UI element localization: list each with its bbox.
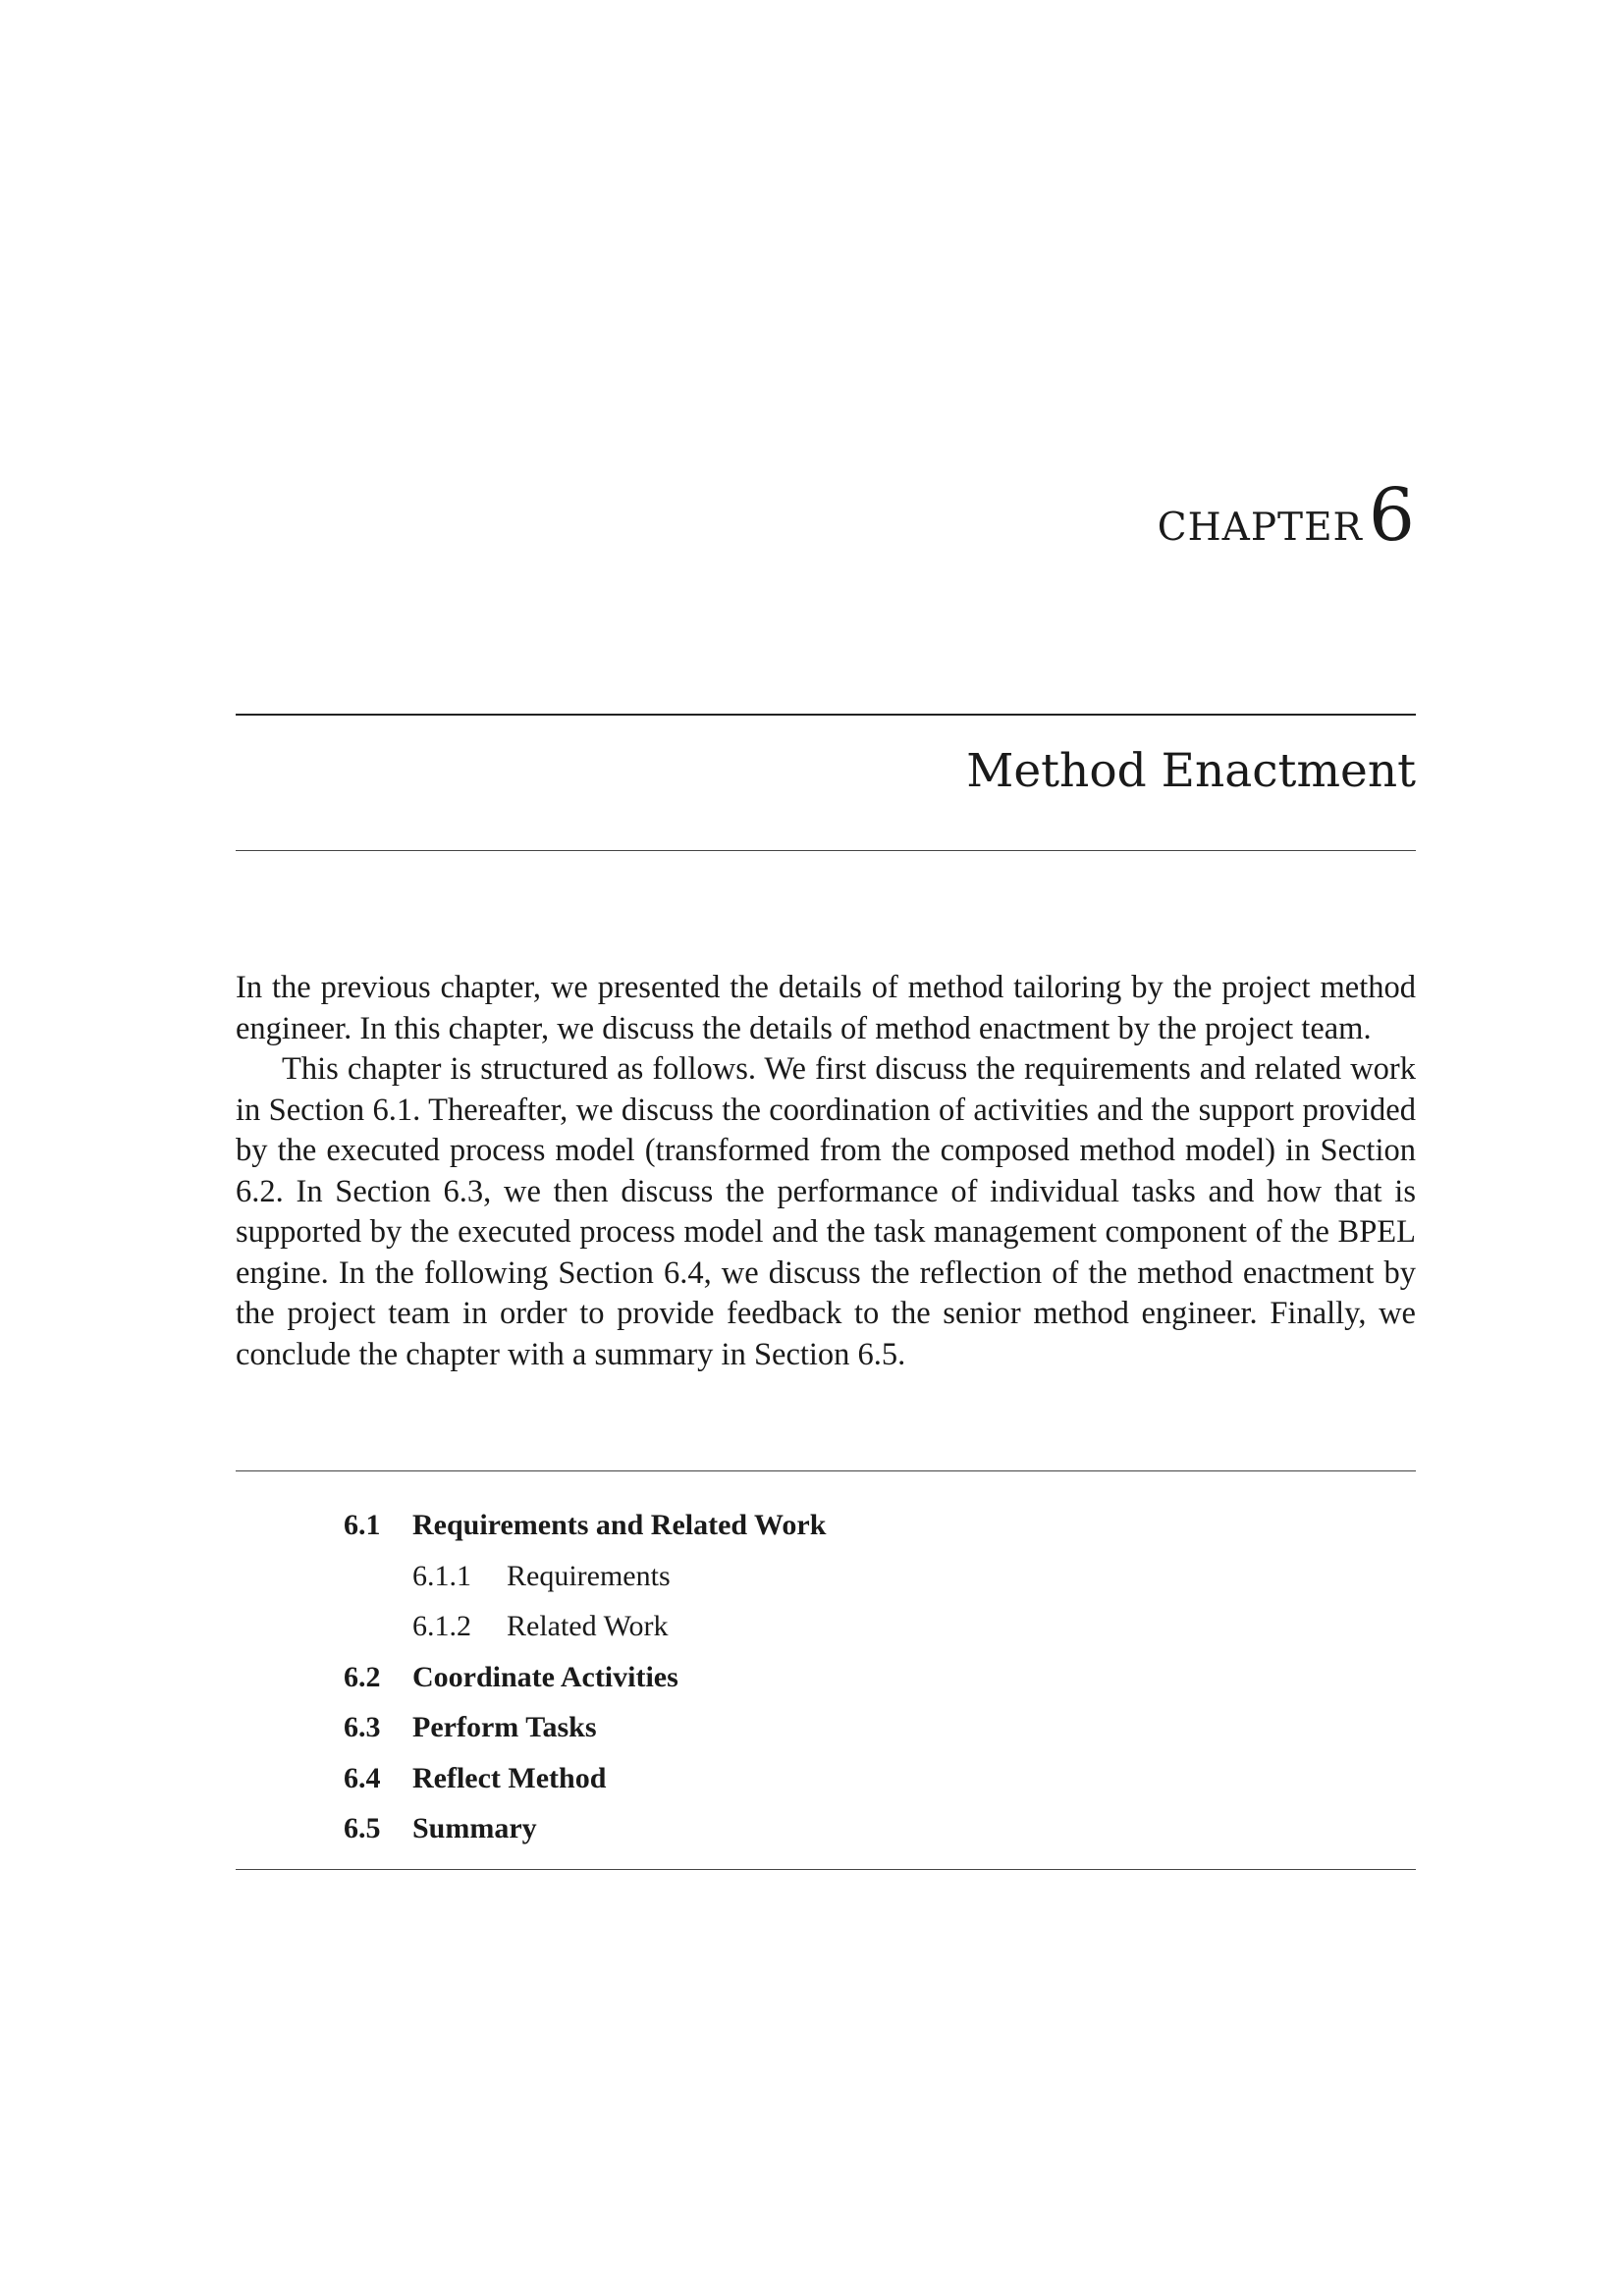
toc-title: Summary <box>412 1812 537 1844</box>
toc-entry-6-1-2[interactable] <box>344 1601 826 1652</box>
toc-number: 6.1.1 <box>412 1559 471 1592</box>
toc-title: Related Work <box>507 1610 669 1642</box>
title-rule <box>236 850 1416 851</box>
toc-entry-6-2[interactable] <box>344 1652 826 1703</box>
toc-number: 6.1.2 <box>412 1610 471 1642</box>
toc-entry-6-1-1[interactable] <box>344 1551 826 1602</box>
toc-number: 6.2 <box>344 1660 381 1693</box>
chapter-intro <box>236 968 1416 1375</box>
chapter-toc <box>344 1500 826 1854</box>
toc-entry-6-4[interactable] <box>344 1753 826 1804</box>
toc-number: 6.4 <box>344 1761 381 1794</box>
toc-entry-6-5[interactable] <box>344 1803 826 1854</box>
toc-entry-6-3[interactable] <box>344 1702 826 1753</box>
toc-top-rule <box>236 1470 1416 1471</box>
toc-title: Requirements and Related Work <box>412 1509 827 1541</box>
toc-title: Perform Tasks <box>412 1711 597 1743</box>
top-rule <box>236 714 1416 716</box>
toc-title: Coordinate Activities <box>412 1660 678 1693</box>
chapter-word: chapter <box>1157 490 1363 554</box>
chapter-title: Method Enactment <box>966 744 1416 798</box>
toc-bottom-rule <box>236 1869 1416 1870</box>
toc-number: 6.1 <box>344 1509 381 1541</box>
toc-entry-6-1[interactable] <box>344 1500 826 1551</box>
toc-title: Requirements <box>507 1559 671 1592</box>
intro-paragraph-1: In the previous chapter, we presented the details of method tailoring by the project method engineer. In this chapter, we discuss the details of method enactment by the project team. <box>236 970 1416 1046</box>
toc-number: 6.3 <box>344 1711 381 1743</box>
chapter-number: 6 <box>1368 473 1416 558</box>
intro-paragraph-2: This chapter is structured as follows. We first discuss the requirements and related work in Section 6.1. Thereafter, we discuss the coordination of activities and the support provided by the executed process model (transformed from the composed method model) in Section 6.2. In Section 6.3, we then discuss the performance of individual tasks and how that is supported by the executed process model and the task management component of the BPEL engine. In the following Section 6.4, we discuss the reflection of the method enactment by the project team in order to provide feedback to the senior method engineer. Finally, we conclude the chapter with a summary in Section 6.5. <box>236 1051 1416 1372</box>
chapter-heading <box>1157 473 1416 558</box>
toc-title: Reflect Method <box>412 1761 607 1794</box>
toc-number: 6.5 <box>344 1812 381 1844</box>
